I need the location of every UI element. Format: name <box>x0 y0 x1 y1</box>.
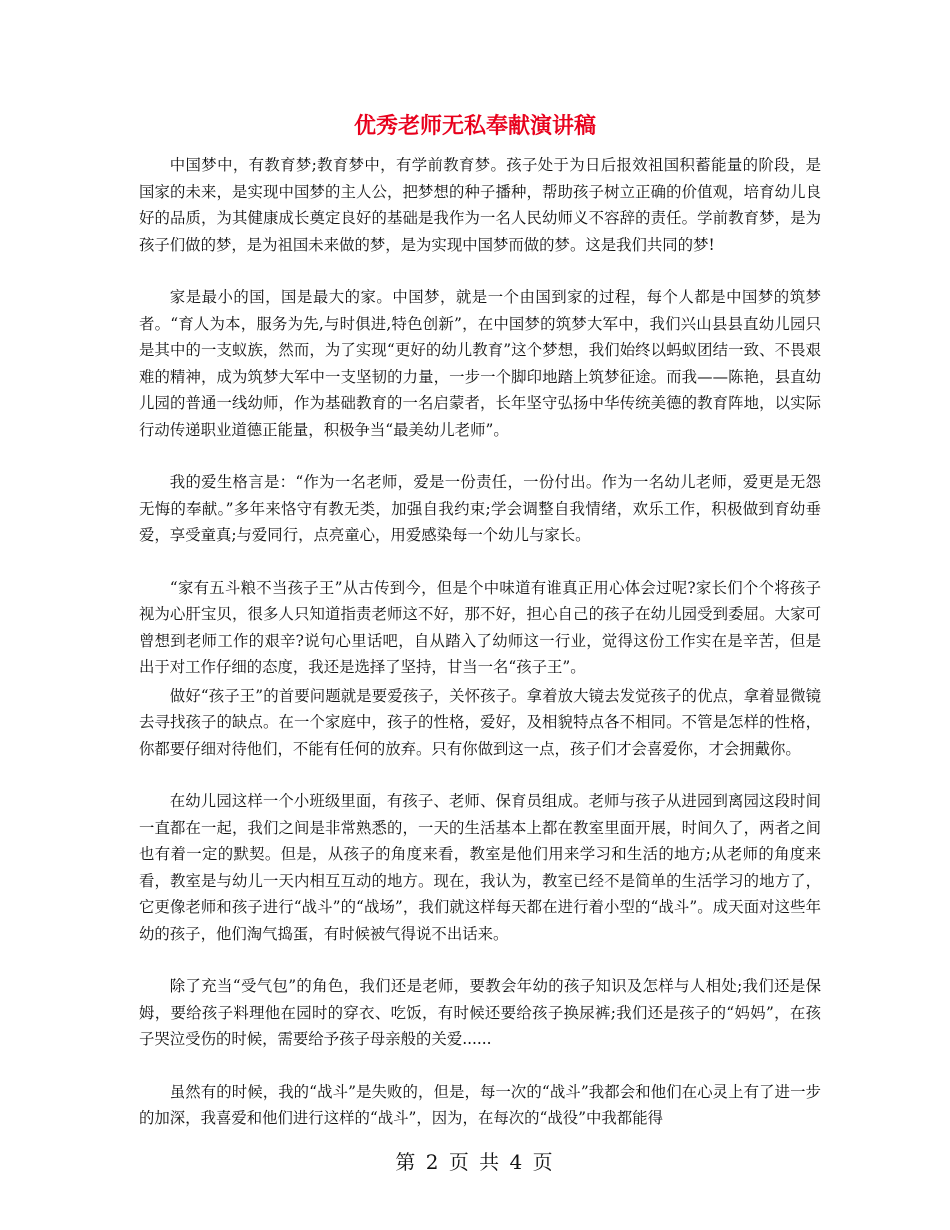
paragraph-5: 做好“孩子王”的首要问题就是要爱孩子，关怀孩子。拿着放大镜去发觉孩子的优点，拿着显微镜去寻找孩子的缺点。在一个家庭中，孩子的性格，爱好，及相貌特点各不相同。不管是怎样的性格，你都要仔细对待他们，不能有任何的放弃。只有你做到这一点，孩子们才会喜爱你，才会拥戴你。 <box>139 686 821 758</box>
document-body <box>139 152 821 1132</box>
paragraph-4: “家有五斗粮不当孩子王”从古传到今，但是个中味道有谁真正用心体会过呢?家长们个个将孩子视为心肝宝贝，很多人只知道指责老师这不好，那不好，担心自己的孩子在幼儿园受到委屈。大家可曾想到老师工作的艰辛?说句心里话吧，自从踏入了幼师这一行业，觉得这份工作实在是辛苦，但是出于对工作仔细的态度，我还是选择了坚持，甘当一名“孩子王”。 <box>139 578 821 676</box>
paragraph-2: 家是最小的国，国是最大的家。中国梦，就是一个由国到家的过程，每个人都是中国梦的筑梦者。“育人为本，服务为先,与时俱进,特色创新”，在中国梦的筑梦大军中，我们兴山县县直幼儿园只是其中的一支蚁族，然而，为了实现“更好的幼儿教育”这个梦想，我们始终以蚂蚁团结一致、不畏艰难的精神，成为筑梦大军中一支坚韧的力量，一步一个脚印地踏上筑梦征途。而我——陈艳，县直幼儿园的普通一线幼师，作为基础教育的一名启蒙者，长年坚守弘扬中华传统美德的教育阵地，以实际行动传递职业道德正能量，积极争当“最美幼儿老师”。 <box>139 288 821 439</box>
document-title: 优秀老师无私奉献演讲稿 <box>353 114 596 139</box>
page-number-footer: 第 2 页 共 4 页 <box>395 1150 555 1174</box>
paragraph-7: 除了充当“受气包”的角色，我们还是老师，要教会年幼的孩子知识及怎样与人相处;我们还是保姆，要给孩子料理他在园时的穿衣、吃饭，有时候还要给孩子换尿裤;我们还是孩子的“妈妈”，在孩子哭泣受伤的时候，需要给予孩子母亲般的关爱...... <box>139 977 821 1048</box>
paragraph-3: 我的爱生格言是：“作为一名老师，爱是一份责任，一份付出。作为一名幼儿老师，爱更是无怨无悔的奉献。”多年来恪守有教无类，加强自我约束;学会调整自我情绪，欢乐工作，积极做到育幼垂爱，享受童真;与爱同行，点亮童心，用爱感染每一个幼儿与家长。 <box>139 473 821 544</box>
paragraph-1: 中国梦中，有教育梦;教育梦中，有学前教育梦。孩子处于为日后报效祖国积蓄能量的阶段，是国家的未来，是实现中国梦的主人公，把梦想的种子播种，帮助孩子树立正确的价值观，培育幼儿良好的品质，为其健康成长奠定良好的基础是我作为一名人民幼师义不容辞的责任。学前教育梦，是为孩子们做的梦，是为祖国未来做的梦，是为实现中国梦而做的梦。这是我们共同的梦! <box>139 156 821 254</box>
paragraph-8: 虽然有的时候，我的“战斗”是失败的，但是，每一次的“战斗”我都会和他们在心灵上有了进一步的加深，我喜爱和他们进行这样的“战斗”，因为，在每次的“战役”中我都能得 <box>139 1082 821 1127</box>
paragraph-6: 在幼儿园这样一个小班级里面，有孩子、老师、保育员组成。老师与孩子从进园到离园这段时间一直都在一起，我们之间是非常熟悉的，一天的生活基本上都在教室里面开展，时间久了，两者之间也有着一定的默契。但是，从孩子的角度来看，教室是他们用来学习和生活的地方;从老师的角度来看，教室是与幼儿一天内相互互动的地方。现在，我认为，教室已经不是简单的生活学习的地方了，它更像老师和孩子进行“战斗”的“战场”，我们就这样每天都在进行着小型的“战斗”。成天面对这些年幼的孩子，他们淘气捣蛋，有时候被气得说不出话来。 <box>139 792 821 943</box>
